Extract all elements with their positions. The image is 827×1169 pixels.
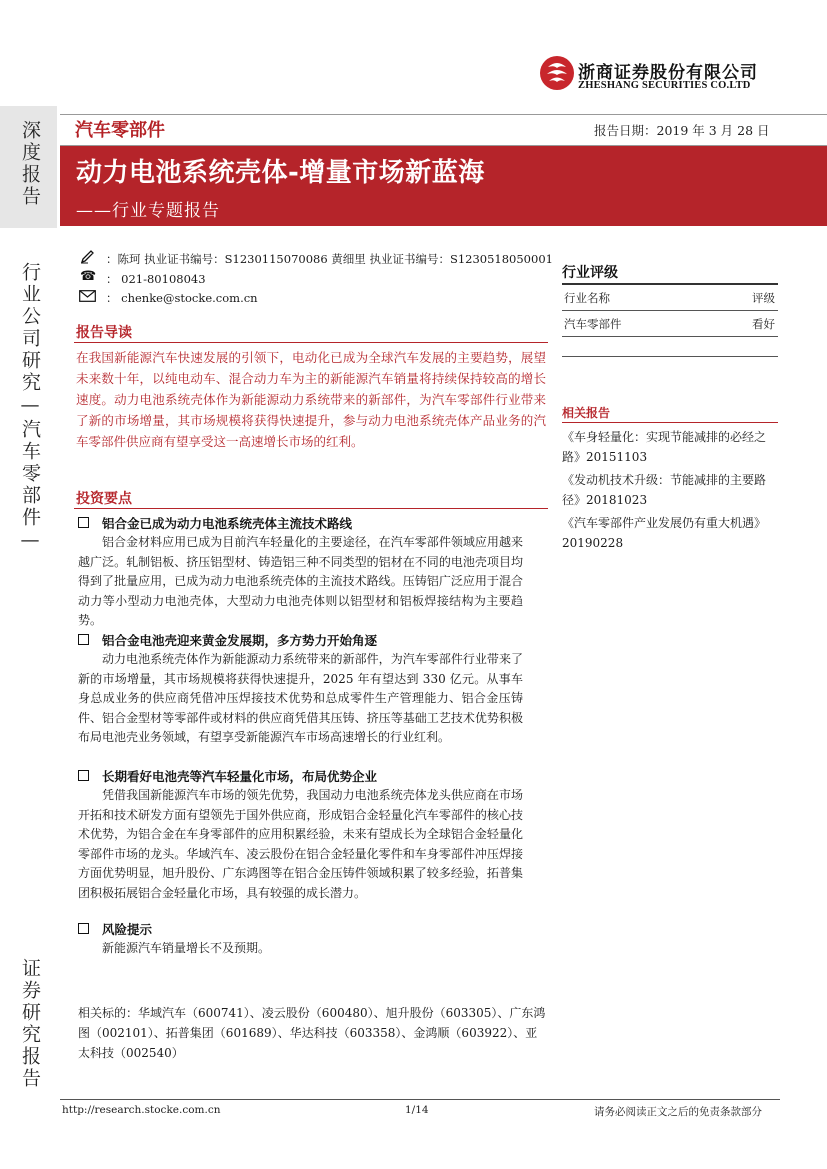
- page-subtitle: ——行业专题报告: [76, 201, 220, 221]
- footer-url[interactable]: http://research.stocke.com.cn: [62, 1104, 221, 1116]
- point-2-text: 动力电池系统壳体作为新能源动力系统带来的新部件，为汽车零部件行业带来了新的市场增量，其市场规模将获得快速提升，2025 年有望达到 330 亿元。从事车身总成业务的供应商凭借冲压焊接技术优势和总成零件生产管理能力、铝合金压铸件、铝合金型材等零部件或材料的供应商凭借其压铸、挤压等基础工艺技术优势积极布局电池壳业务领域，有望享受新能源汽车市场高速增长的行业红利。: [78, 652, 523, 744]
- rating-col-rating: 评级: [752, 291, 775, 305]
- point-3-text: 凭借我国新能源汽车市场的领先优势，我国动力电池系统壳体龙头供应商在市场开拓和技术研发方面有望领先于国外供应商，形成铝合金轻量化汽车零部件的核心技术优势，为铝合金在车身零部件的应用积累经验，未来有望成长为全球铝合金轻量化零部件市场的龙头。华域汽车、凌云股份在铝合金轻量化零件和车身零部件冲压焊接方面优势明显，旭升股份、广东鸿图等在铝合金压铸件领域积累了较多经验，拓普集团积极拓展铝合金轻量化市场，具有较强的成长潜力。: [78, 788, 523, 900]
- phone-icon: ☎: [80, 269, 97, 284]
- related-report-item[interactable]: 《车身轻量化：实现节能减排的必经之路》20151103: [562, 430, 767, 464]
- analysts-info: ：陈珂 执业证书编号：S1230115070086 黄细里 执业证书编号：S1230518050001: [106, 252, 553, 266]
- page-number: 1/14: [405, 1104, 429, 1116]
- rating-industry: 汽车零部件: [564, 317, 622, 331]
- company-name-cn: 浙商证券股份有限公司: [578, 63, 758, 83]
- bullet-checkbox-icon: [78, 770, 89, 781]
- side-label-top: 深度报告: [19, 120, 41, 208]
- side-label-bottom: 证券研究报告: [19, 958, 41, 1090]
- side-label-middle: 行业公司研究—汽车零部件—: [19, 262, 41, 554]
- email-address[interactable]: ： chenke@stocke.com.cn: [106, 291, 258, 305]
- rating-rule-3: [562, 336, 778, 337]
- bullet-checkbox-icon: [78, 517, 89, 528]
- company-logo-icon: [538, 54, 576, 92]
- point-4-title: 风险提示: [102, 922, 153, 937]
- related-stocks: 相关标的：华域汽车（600741）、凌云股份（600480）、旭升股份（603305）、广东鸿图（002101）、拓普集团（601689）、华达科技（603358）、金鸿顺（603922）、亚太科技（002540）: [78, 1006, 546, 1060]
- related-report-item[interactable]: 《发动机技术升级：节能减排的主要路径》20181023: [562, 473, 767, 507]
- rating-mid-rule: [562, 310, 778, 311]
- footer-divider: [60, 1099, 780, 1100]
- point-2-title: 铝合金电池壳迎来黄金发展期，多方势力开始角逐: [102, 633, 378, 648]
- footer-disclaimer: 请务必阅读正文之后的免责条款部分: [594, 1106, 762, 1118]
- point-1-title: 铝合金已成为动力电池系统壳体主流技术路线: [102, 516, 353, 531]
- rating-heading: 行业评级: [562, 265, 618, 281]
- related-reports-heading: 相关报告: [562, 406, 611, 420]
- point-3-title: 长期看好电池壳等汽车轻量化市场，布局优势企业: [102, 769, 378, 784]
- intro-divider: [74, 342, 548, 343]
- email-icon: [79, 290, 96, 302]
- rating-top-rule: [562, 283, 778, 285]
- related-reports-rule: [562, 422, 778, 423]
- related-report-item[interactable]: 《汽车零部件产业发展仍有重大机遇》20190228: [562, 516, 767, 550]
- rating-col-name: 行业名称: [564, 291, 610, 305]
- rating-value: 看好: [752, 317, 775, 331]
- bullet-checkbox-icon: [78, 923, 89, 934]
- bullet-checkbox-icon: [78, 634, 89, 645]
- point-1-text: 铝合金材料应用已成为目前汽车轻量化的主要途径，在汽车零部件领域应用越来越广泛。轧制铝板、挤压铝型材、铸造铝三种不同类型的铝材在不同的电池壳项目均得到了批量应用，已成为动力电池系统壳体的主流技术路线。压铸铝广泛应用于混合动力等小型动力电池壳体，大型动力电池壳体则以铝型材和铝板焊接结构为主要趋势。: [78, 535, 523, 627]
- rating-bottom-rule: [562, 356, 778, 357]
- report-category: 汽车零部件: [75, 120, 165, 141]
- report-date: 报告日期：2019 年 3 月 28 日: [594, 123, 770, 138]
- intro-text: 在我国新能源汽车快速发展的引领下，电动化已成为全球汽车发展的主要趋势，展望未来数十年，以纯电动车、混合动力车为主的新能源汽车销量将持续保持较高的增长速度。动力电池系统壳体作为新能源动力系统带来的新部件，为汽车零部件行业带来了新的市场增量，其市场规模将获得快速提升，参与动力电池系统壳体产品业务的汽车零部件供应商有望享受这一高速增长市场的红利。: [76, 350, 546, 449]
- point-4-text: 新能源汽车销量增长不及预期。: [102, 941, 271, 955]
- company-name-en: ZHESHANG SECURITIES CO.LTD: [578, 80, 751, 91]
- investment-divider: [74, 508, 548, 509]
- intro-heading: 报告导读: [76, 325, 132, 341]
- investment-heading: 投资要点: [76, 491, 132, 507]
- pen-icon: [80, 250, 96, 264]
- page-title: 动力电池系统壳体-增量市场新蓝海: [76, 158, 485, 188]
- phone-number: ： 021-80108043: [106, 272, 206, 286]
